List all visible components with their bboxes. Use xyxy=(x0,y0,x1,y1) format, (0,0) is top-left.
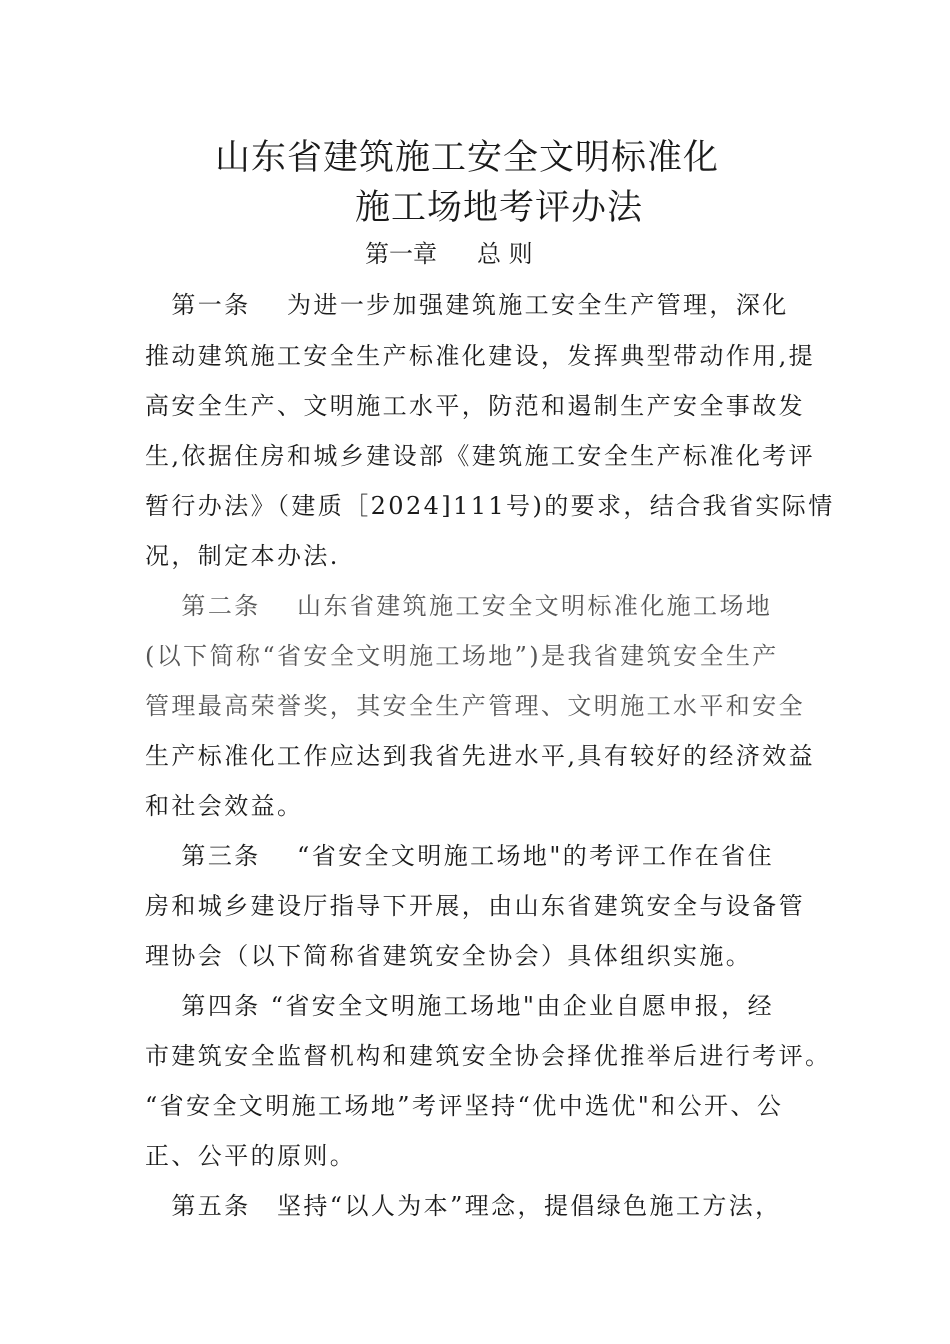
chapter-heading xyxy=(365,234,533,269)
article-1-line-4: 生,依据住房和城乡建设部《建筑施工安全生产标准化考评 xyxy=(145,442,816,470)
article-2-line-2: (以下简称“省安全文明施工场地”)是我省建筑安全生产 xyxy=(145,642,779,670)
article-2-line-1: 第二条 山东省建筑施工安全文明标准化施工场地 xyxy=(145,592,773,620)
article-4-line-2: 市建筑安全监督机构和建筑安全协会择优推举后进行考评。 xyxy=(145,1042,832,1070)
article-5-line-1: 第五条 坚持“以人为本”理念，提倡绿色施工方法， xyxy=(145,1192,782,1220)
chapter-name: 总 则 xyxy=(477,240,533,268)
article-4-line-4: 正、公平的原则。 xyxy=(145,1142,357,1170)
article-2-line-4: 生产标准化工作应达到我省先进水平,具有较好的经济效益 xyxy=(145,742,816,770)
article-1-line-6: 况，制定本办法. xyxy=(145,542,340,570)
document-title-line-1: 山东省建筑施工安全文明标准化 xyxy=(215,138,720,178)
article-2-line-5: 和社会效益。 xyxy=(145,792,304,820)
article-3-line-2: 房和城乡建设厅指导下开展，由山东省建筑安全与设备管 xyxy=(145,892,805,920)
article-4-line-3: “省安全文明施工场地”考评坚持“优中选优"和公开、公 xyxy=(145,1092,784,1120)
article-2-line-3: 管理最高荣誉奖，其安全生产管理、文明施工水平和安全 xyxy=(145,692,805,720)
article-4-line-1: 第四条 “省安全文明施工场地"由企业自愿申报，经 xyxy=(145,992,774,1020)
article-1-line-5: 暂行办法》（建质［2024]111号)的要求，结合我省实际情 xyxy=(145,492,835,520)
article-1-line-1: 第一条 为进一步加强建筑施工安全生产管理，深化 xyxy=(145,291,789,319)
document-title-line-2: 施工场地考评办法 xyxy=(355,188,644,228)
chapter-number: 第一章 xyxy=(365,240,437,268)
article-3-line-3: 理协会（以下简称省建筑安全协会）具体组织实施。 xyxy=(145,942,753,970)
article-1-line-2: 推动建筑施工安全生产标准化建设，发挥典型带动作用,提 xyxy=(145,342,816,370)
article-3-line-1: 第三条 “省安全文明施工场地"的考评工作在省住 xyxy=(145,842,774,870)
article-1-line-3: 高安全生产、文明施工水平，防范和遏制生产安全事故发 xyxy=(145,392,805,420)
